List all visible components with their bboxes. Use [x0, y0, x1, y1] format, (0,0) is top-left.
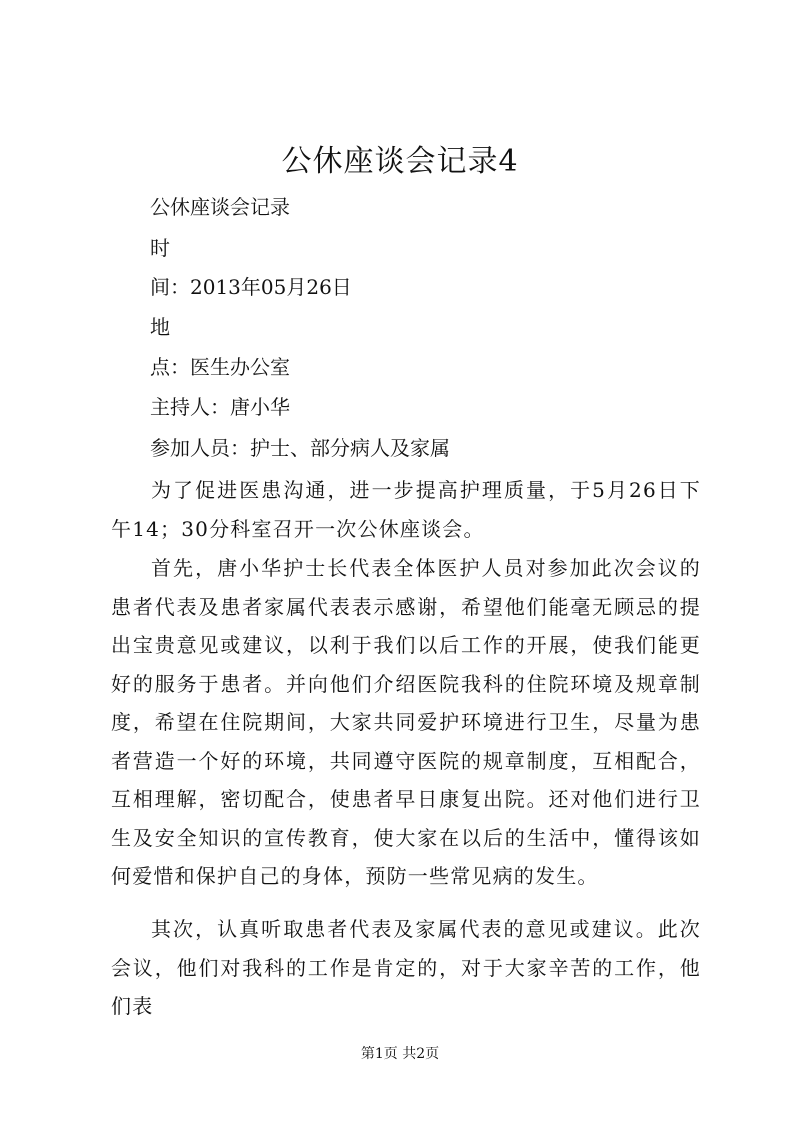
document-title: 公休座谈会记录4	[281, 144, 519, 179]
page-footer: 第1页 共2页	[360, 1046, 440, 1062]
header-line-attendees: 参加人员：护士、部分病人及家属	[150, 436, 450, 460]
paragraph-first: 首先，唐小华护士长代表全体医护人员对参加此次会议的患者代表及患者家属代表表示感谢，希望他们能毫无顾忌的提出宝贵意见或建议，以利于我们以后工作的开展，使我们能更好的服务于患者。并向他们介绍医院我科的住院环境及规章制度，希望在住院期间，大家共同爱护环境进行卫生，尽量为患者营造一个好的环境，共同遵守医院的规章制度，互相配合，互相理解，密切配合，使患者早日康复出院。还对他们进行卫生及安全知识的宣传教育，使大家在以后的生活中，懂得该如何爱惜和保护自己的身体，预防一些常见病的发生。	[111, 556, 701, 888]
header-line-time-value: 间：2013年05月26日	[150, 275, 352, 299]
header-line-place-value: 点：医生办公室	[150, 355, 290, 379]
header-line-place-label: 地	[150, 315, 170, 339]
paragraph-second: 其次，认真听取患者代表及家属代表的意见或建议。此次会议，他们对我科的工作是肯定的，对于大家辛苦的工作，他们表	[111, 917, 701, 1018]
header-line-host: 主持人：唐小华	[150, 395, 290, 419]
header-line-time-label: 时	[150, 236, 170, 260]
paragraph-intro: 为了促进医患沟通，进一步提高护理质量，于5月26日下午14；30分科室召开一次公休座谈会。	[111, 478, 701, 541]
header-line-meeting-record: 公休座谈会记录	[150, 195, 290, 219]
